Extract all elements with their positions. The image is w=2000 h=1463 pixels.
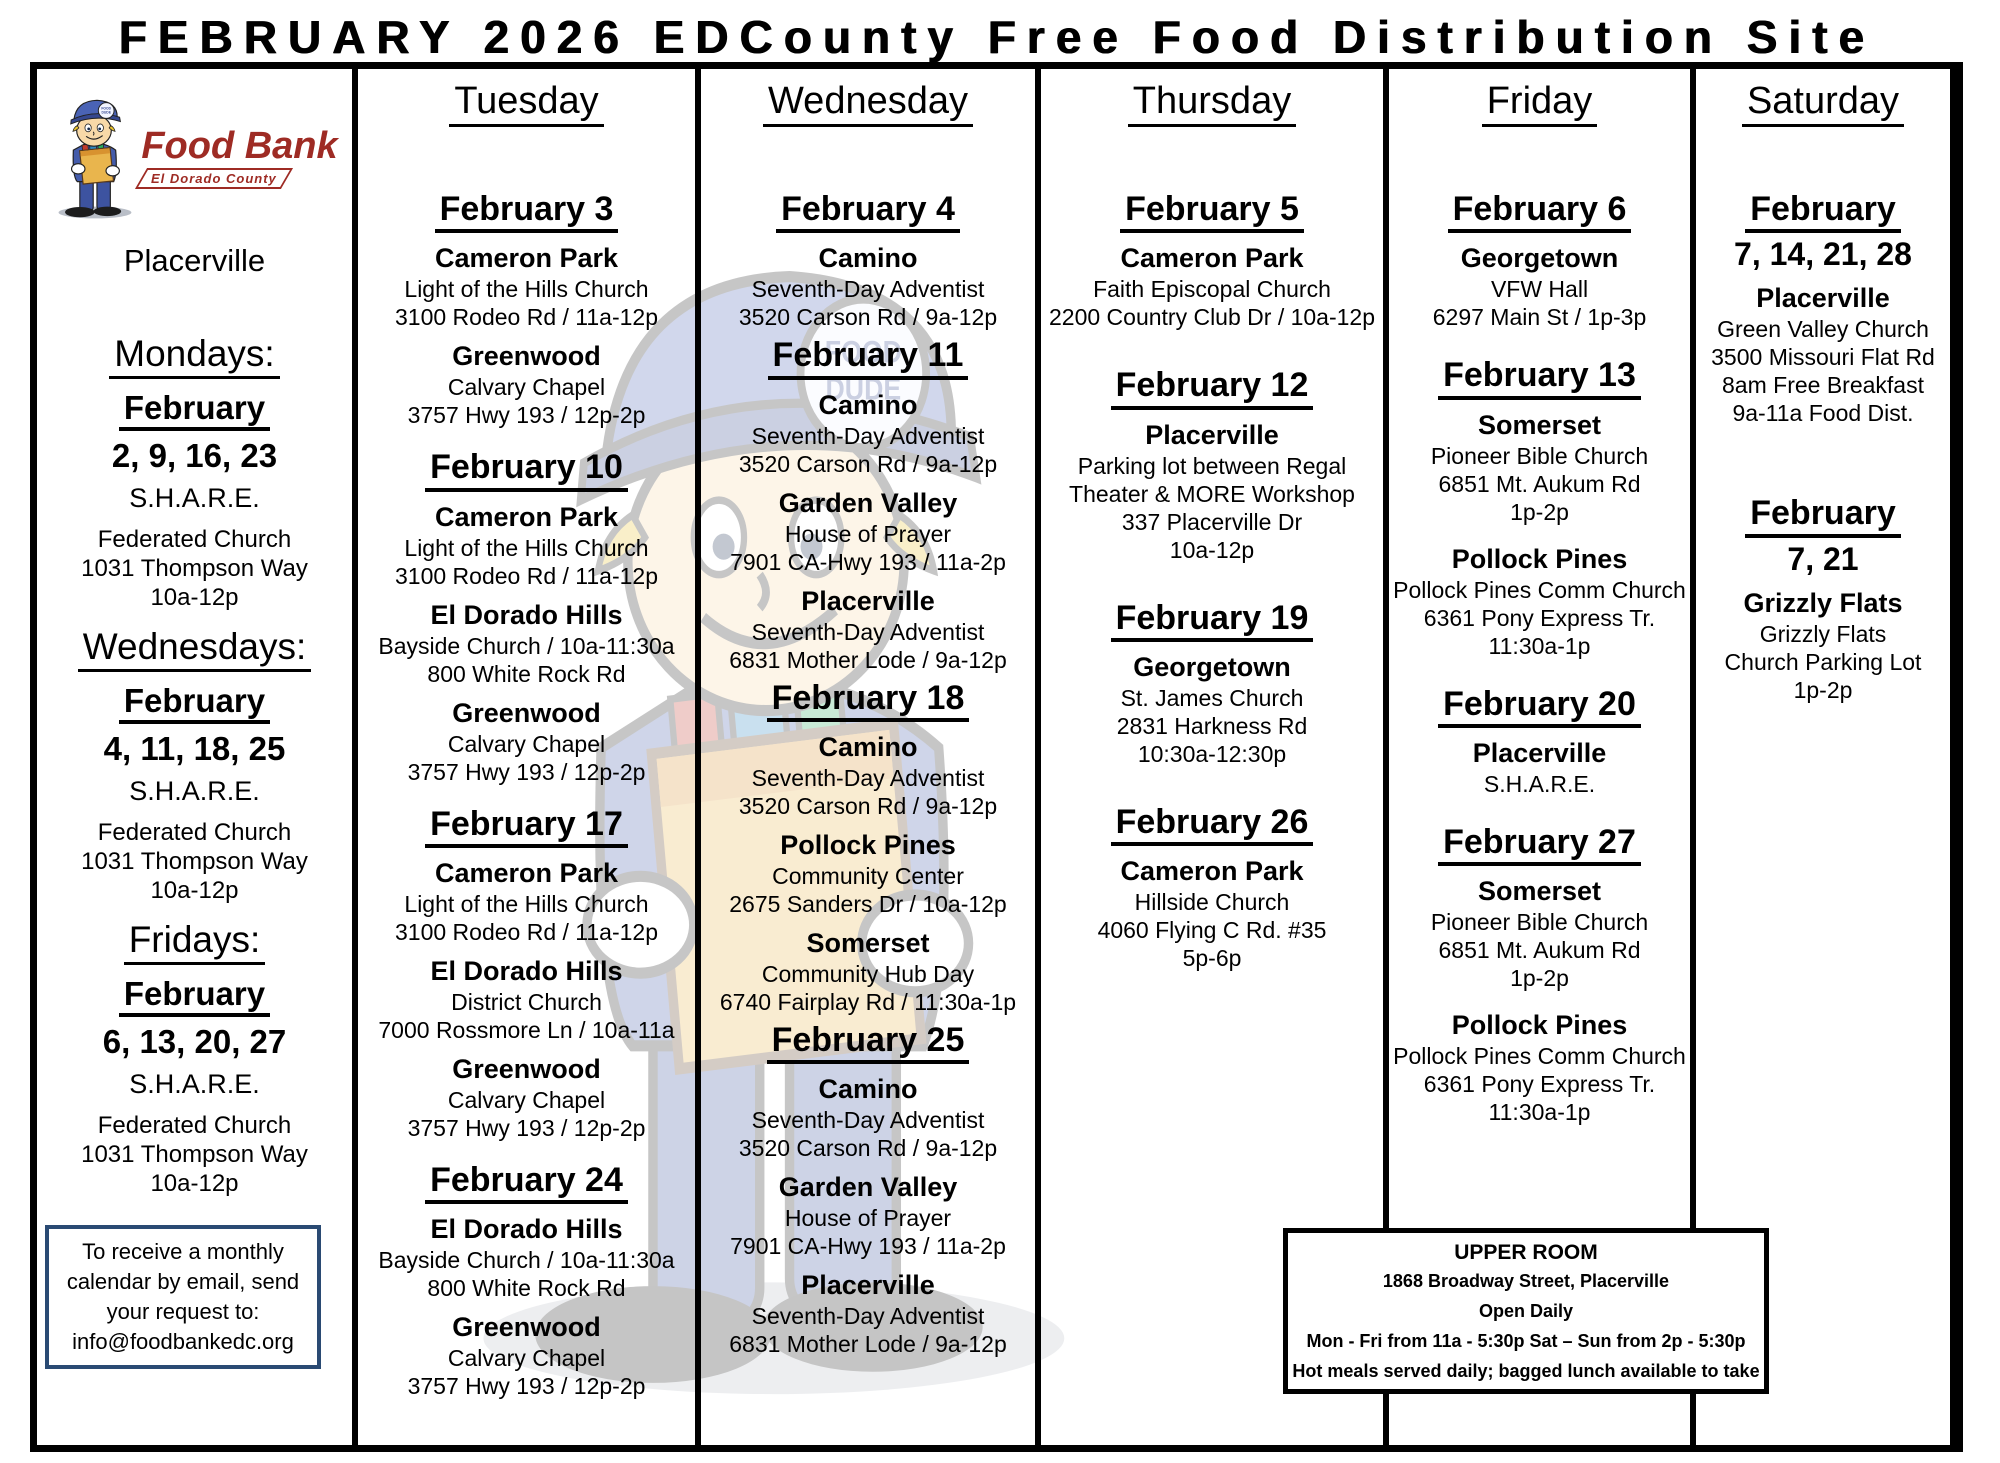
site-detail: 3757 Hwy 193 / 12p-2p xyxy=(407,1114,646,1141)
site-entry xyxy=(1041,854,1383,972)
site-entry xyxy=(358,1212,695,1302)
site-entry xyxy=(1696,586,1950,704)
day-header xyxy=(1696,79,1950,127)
day-column-wednesday xyxy=(701,69,1041,1445)
city-label: Placerville xyxy=(123,243,266,278)
site-entry xyxy=(701,730,1035,820)
site-name: Camino xyxy=(818,389,918,420)
event xyxy=(358,1160,695,1400)
page-title: FEBRUARY 2026 EDCounty Free Food Distribution Site xyxy=(118,11,1875,63)
email-note-line: info@foodbankedc.org xyxy=(72,1329,294,1354)
site-name: Cameron Park xyxy=(434,243,619,274)
event xyxy=(1389,355,1690,659)
site-name: El Dorado Hills xyxy=(430,1214,623,1245)
site-name: Camino xyxy=(818,1074,918,1105)
dates-label: 6, 13, 20, 27 xyxy=(102,1022,287,1060)
email-note-line: calendar by email, send xyxy=(66,1269,300,1294)
dates-label: 2, 9, 16, 23 xyxy=(111,436,278,474)
site-detail: 3100 Rodeo Rd / 11a-12p xyxy=(395,918,658,945)
site-detail: 1031 Thompson Way xyxy=(81,1140,308,1168)
event-date xyxy=(701,678,1035,722)
event-date-text: February 20 xyxy=(1438,686,1641,728)
site-detail: 3100 Rodeo Rd / 11a-12p xyxy=(395,304,658,331)
site-entry xyxy=(701,241,1035,331)
event xyxy=(701,1020,1035,1358)
site-name: Camino xyxy=(818,731,918,762)
site-detail: Seventh-Day Adventist xyxy=(751,618,985,645)
event xyxy=(1696,189,1950,427)
event xyxy=(701,335,1035,673)
site-detail: Calvary Chapel xyxy=(447,1086,606,1113)
event-date xyxy=(701,189,1035,233)
event-date xyxy=(1041,598,1383,642)
upper-room-lines xyxy=(1288,1266,1764,1386)
site-entry xyxy=(1389,408,1690,526)
event-date xyxy=(701,1020,1035,1064)
event-date xyxy=(1389,684,1690,728)
site-name: Cameron Park xyxy=(1120,243,1304,274)
site-name: Greenwood xyxy=(452,697,601,728)
foodbank-logo-text xyxy=(141,126,337,189)
day-header-text: Wednesday xyxy=(763,81,973,127)
event xyxy=(701,678,1035,1016)
site-name: Pollock Pines xyxy=(780,829,956,860)
site-detail: 800 White Rock Rd xyxy=(427,660,626,687)
site-detail: 3757 Hwy 193 / 12p-2p xyxy=(407,1373,646,1400)
site-detail: 6851 Mt. Aukum Rd xyxy=(1438,470,1641,497)
left-schedule-sections xyxy=(37,333,352,1198)
site-detail: 2200 Country Club Dr / 10a-12p xyxy=(1048,304,1376,331)
site-detail: Seventh-Day Adventist xyxy=(751,764,985,791)
event xyxy=(358,189,695,429)
event-date xyxy=(1389,355,1690,399)
event-date-text: February xyxy=(1745,191,1901,233)
weekday-label-text: Mondays: xyxy=(109,334,279,379)
site-detail: 1031 Thompson Way xyxy=(81,554,308,582)
site-detail: Seventh-Day Adventist xyxy=(751,276,985,303)
day-header xyxy=(1389,79,1690,127)
event-date-text: February xyxy=(1745,495,1901,537)
calendar-board xyxy=(30,62,1963,1452)
event-date-text: February 6 xyxy=(1448,191,1632,233)
site-detail: 3520 Carson Rd / 9a-12p xyxy=(738,1135,998,1162)
site-detail: Light of the Hills Church xyxy=(404,534,649,561)
foodbank-subtitle: El Dorado County xyxy=(151,170,278,186)
event-date xyxy=(701,335,1035,379)
day-header xyxy=(358,79,695,127)
event-date-text: February 24 xyxy=(425,1162,628,1204)
site-detail: Hillside Church xyxy=(1134,889,1290,916)
site-detail: 6740 Fairplay Rd / 11:30a-1p xyxy=(719,988,1017,1015)
event-date xyxy=(1041,802,1383,846)
site-detail: 3500 Missouri Flat Rd xyxy=(1711,344,1935,371)
event-date xyxy=(1389,822,1690,866)
site-detail: Seventh-Day Adventist xyxy=(751,1107,985,1134)
foodbank-logo xyxy=(37,93,352,221)
site-entry xyxy=(358,241,695,331)
site-entry xyxy=(1696,281,1950,427)
site-name: Cameron Park xyxy=(434,501,619,532)
site-detail: 11:30a-1p xyxy=(1488,632,1591,659)
site-name: El Dorado Hills xyxy=(430,599,623,630)
site-entry xyxy=(1041,650,1383,768)
site-detail: 10a-12p xyxy=(150,876,239,904)
site-detail: VFW Hall xyxy=(1490,276,1589,303)
month-label xyxy=(37,389,352,431)
site-detail: Theater & MORE Workshop xyxy=(1069,480,1355,507)
upper-room-line: Mon - Fri from 11a - 5:30p Sat – Sun from 2p - 5:30p xyxy=(1306,1331,1746,1351)
site-detail: 7901 CA-Hwy 193 / 11a-2p xyxy=(730,1233,1006,1260)
site-detail: 3520 Carson Rd / 9a-12p xyxy=(738,304,998,331)
site-detail: 1p-2p xyxy=(1510,498,1569,525)
placerville-column xyxy=(37,69,358,1445)
site-detail: St. James Church xyxy=(1120,684,1304,711)
event xyxy=(1389,822,1690,1126)
site-detail: 10a-12p xyxy=(150,1169,239,1197)
site-detail: 1031 Thompson Way xyxy=(81,847,308,875)
day-column-tuesday xyxy=(358,69,701,1445)
event xyxy=(1041,365,1383,563)
event-date-text: February 17 xyxy=(425,806,628,848)
event xyxy=(1041,598,1383,768)
upper-room-line: Hot meals served daily; bagged lunch available to take xyxy=(1292,1361,1760,1381)
site-entry xyxy=(701,828,1035,918)
site-name: Somerset xyxy=(1477,876,1602,907)
site-name: Garden Valley xyxy=(778,487,958,518)
foodbank-brand: Food Bank xyxy=(141,124,338,167)
site-detail: 8am Free Breakfast xyxy=(1722,372,1924,399)
site-entry xyxy=(701,1170,1035,1260)
site-entry xyxy=(358,696,695,786)
site-name: Cameron Park xyxy=(434,857,619,888)
day-header-text: Tuesday xyxy=(449,81,603,127)
site-name: Greenwood xyxy=(452,341,601,372)
site-detail: 5p-6p xyxy=(1182,945,1242,972)
site-detail: Pioneer Bible Church xyxy=(1430,442,1649,469)
site-detail: 10a-12p xyxy=(1169,536,1255,563)
site-detail: Federated Church xyxy=(97,525,292,553)
site-entry xyxy=(701,926,1035,1016)
site-detail: Calvary Chapel xyxy=(447,730,606,757)
event-date-text: February 25 xyxy=(767,1022,970,1064)
site-name: Grizzly Flats xyxy=(1743,587,1903,618)
upper-room-box xyxy=(1283,1228,1769,1394)
site-entry xyxy=(358,954,695,1044)
event-date xyxy=(1041,189,1383,233)
site-name: Greenwood xyxy=(452,1312,601,1343)
site-name: Placerville xyxy=(1145,419,1279,450)
event-date xyxy=(1696,189,1950,233)
site-detail: Calvary Chapel xyxy=(447,374,606,401)
site-entry xyxy=(358,1310,695,1400)
event-date-text: February 10 xyxy=(425,449,628,491)
site-detail: 3520 Carson Rd / 9a-12p xyxy=(738,792,998,819)
site-entry xyxy=(1389,736,1690,798)
event xyxy=(1696,493,1950,703)
upper-room-line: Open Daily xyxy=(1478,1301,1574,1321)
weekday-label xyxy=(37,626,352,672)
schedule-section xyxy=(37,919,352,1198)
event xyxy=(1389,684,1690,798)
site-detail: 7901 CA-Hwy 193 / 11a-2p xyxy=(730,548,1006,575)
event-date xyxy=(1696,493,1950,537)
site-detail: 6831 Mother Lode / 9a-12p xyxy=(729,1331,1007,1358)
site-detail: Bayside Church / 10a-11:30a xyxy=(378,632,675,659)
site-name: Pollock Pines xyxy=(1451,1010,1628,1041)
email-note-line: To receive a monthly xyxy=(82,1239,284,1264)
site-entry xyxy=(701,388,1035,478)
site-entry xyxy=(1041,241,1383,331)
site-detail: 1p-2p xyxy=(1793,676,1853,703)
site-detail: 9a-11a Food Dist. xyxy=(1732,400,1914,427)
site-name: Greenwood xyxy=(452,1053,601,1084)
site-detail: 1p-2p xyxy=(1510,965,1569,992)
site-detail: 10:30a-12:30p xyxy=(1137,740,1287,767)
site-detail: 6297 Main St / 1p-3p xyxy=(1432,304,1647,331)
site-detail: Seventh-Day Adventist xyxy=(751,422,985,449)
day-header-text: Thursday xyxy=(1128,81,1296,127)
schedule-section xyxy=(37,333,352,612)
event-date xyxy=(1389,189,1690,233)
event-date-text: February 5 xyxy=(1120,191,1304,233)
site-detail: 6361 Pony Express Tr. xyxy=(1423,604,1656,631)
site-detail: 11:30a-1p xyxy=(1488,1099,1591,1126)
program-label: S.H.A.R.E. xyxy=(129,775,260,806)
site-detail: 3520 Carson Rd / 9a-12p xyxy=(738,450,998,477)
site-name: Placerville xyxy=(801,1270,935,1301)
day-header-text: Friday xyxy=(1482,81,1598,127)
site-detail: 7000 Rossmore Ln / 10a-11a xyxy=(378,1016,675,1043)
site-detail: 3757 Hwy 193 / 12p-2p xyxy=(407,402,646,429)
site-name: Placerville xyxy=(1472,737,1607,768)
month-label xyxy=(37,682,352,724)
site-detail: Pollock Pines Comm Church xyxy=(1393,576,1686,603)
site-detail: Community Center xyxy=(772,862,964,889)
site-detail: 800 White Rock Rd xyxy=(427,1275,626,1302)
weekday-label xyxy=(37,919,352,965)
upper-room-title: UPPER ROOM xyxy=(1454,1241,1598,1264)
site-detail: Green Valley Church xyxy=(1717,316,1929,343)
site-detail: Church Parking Lot xyxy=(1724,648,1922,675)
site-entry xyxy=(1389,874,1690,992)
site-detail: 2831 Harkness Rd xyxy=(1116,712,1308,739)
site-detail: Federated Church xyxy=(97,1111,292,1139)
event-dates: 7, 14, 21, 28 xyxy=(1734,236,1912,273)
site-name: Camino xyxy=(818,243,918,274)
event-date-text: February 26 xyxy=(1111,804,1314,846)
month-label-text: February xyxy=(119,976,270,1017)
site-name: Cameron Park xyxy=(1120,856,1304,887)
upper-room-line: 1868 Broadway Street, Placerville xyxy=(1382,1271,1670,1291)
event xyxy=(1041,802,1383,972)
site-name: El Dorado Hills xyxy=(430,955,623,986)
site-entry xyxy=(701,486,1035,576)
site-detail: 6851 Mt. Aukum Rd xyxy=(1438,937,1641,964)
event-dates: 7, 21 xyxy=(1787,540,1859,577)
site-entry xyxy=(358,339,695,429)
site-entry xyxy=(1389,1008,1690,1126)
site-entry xyxy=(358,856,695,946)
site-detail: 6831 Mother Lode / 9a-12p xyxy=(729,646,1007,673)
site-detail: Light of the Hills Church xyxy=(404,276,649,303)
event-date-text: February 19 xyxy=(1111,600,1314,642)
foodbank-mascot-icon xyxy=(51,94,137,220)
event-date xyxy=(358,189,695,233)
event xyxy=(701,189,1035,331)
site-detail: House of Prayer xyxy=(784,520,952,547)
site-detail: Calvary Chapel xyxy=(447,1345,606,1372)
event xyxy=(1389,189,1690,331)
event-date-text: February 18 xyxy=(767,680,970,722)
schedule-section xyxy=(37,626,352,905)
event xyxy=(358,447,695,785)
day-header xyxy=(1041,79,1383,127)
site-entry xyxy=(1041,418,1383,564)
site-detail: 10a-12p xyxy=(150,583,239,611)
site-entry xyxy=(1389,542,1690,660)
event-date-text: February 12 xyxy=(1111,367,1314,409)
weekday-label-text: Wednesdays: xyxy=(78,627,312,672)
site-detail: Faith Episcopal Church xyxy=(1093,276,1331,303)
site-detail: 3757 Hwy 193 / 12p-2p xyxy=(407,758,646,785)
site-detail: S.H.A.R.E. xyxy=(1483,770,1596,797)
event-date-text: February 13 xyxy=(1438,357,1641,399)
site-detail: 3100 Rodeo Rd / 11a-12p xyxy=(395,562,658,589)
site-entry xyxy=(358,500,695,590)
site-detail: Grizzly Flats xyxy=(1759,620,1887,647)
site-detail: House of Prayer xyxy=(784,1205,952,1232)
site-detail: 4060 Flying C Rd. #35 xyxy=(1097,917,1327,944)
site-detail: District Church xyxy=(451,988,602,1015)
site-entry xyxy=(358,598,695,688)
event-date-text: February 27 xyxy=(1438,824,1641,866)
site-detail: 6361 Pony Express Tr. xyxy=(1423,1071,1656,1098)
site-detail: Community Hub Day xyxy=(761,960,975,987)
day-header-text: Saturday xyxy=(1742,81,1904,127)
site-name: Somerset xyxy=(806,927,930,958)
site-detail: Light of the Hills Church xyxy=(404,890,649,917)
event xyxy=(358,804,695,1142)
email-note-box xyxy=(45,1225,321,1369)
site-detail: Pioneer Bible Church xyxy=(1430,909,1649,936)
event xyxy=(1041,189,1383,331)
event-date-text: February 4 xyxy=(776,191,960,233)
site-name: Georgetown xyxy=(1460,243,1619,274)
site-detail: Seventh-Day Adventist xyxy=(751,1303,985,1330)
month-label-text: February xyxy=(119,390,270,431)
program-label: S.H.A.R.E. xyxy=(129,1068,260,1099)
event-date xyxy=(358,804,695,848)
weekday-label-text: Fridays: xyxy=(124,920,266,965)
site-detail: Pollock Pines Comm Church xyxy=(1393,1043,1686,1070)
month-label xyxy=(37,975,352,1017)
site-entry xyxy=(701,584,1035,674)
site-entry xyxy=(701,1072,1035,1162)
event-date-text: February 11 xyxy=(768,337,969,379)
dates-label: 4, 11, 18, 25 xyxy=(103,729,286,767)
site-name: Garden Valley xyxy=(778,1172,958,1203)
month-label-text: February xyxy=(119,683,270,724)
site-detail: Federated Church xyxy=(97,818,292,846)
event-date xyxy=(1041,365,1383,409)
site-name: Placerville xyxy=(1756,283,1890,314)
site-detail: 2675 Sanders Dr / 10a-12p xyxy=(729,890,1007,917)
site-name: Placerville xyxy=(801,585,935,616)
site-entry xyxy=(358,1052,695,1142)
site-detail: Bayside Church / 10a-11:30a xyxy=(378,1247,675,1274)
site-entry xyxy=(1389,241,1690,331)
site-name: Georgetown xyxy=(1133,651,1291,682)
site-detail: 337 Placerville Dr xyxy=(1121,508,1303,535)
event-date-text: February 3 xyxy=(435,191,619,233)
event-date xyxy=(358,1160,695,1204)
day-header xyxy=(701,79,1035,127)
site-name: Pollock Pines xyxy=(1451,543,1628,574)
site-name: Somerset xyxy=(1477,409,1602,440)
email-note-line: your request to: xyxy=(106,1299,260,1324)
program-label: S.H.A.R.E. xyxy=(129,482,260,513)
weekday-label xyxy=(37,333,352,379)
foodbank-logo-bar xyxy=(135,168,293,189)
site-entry xyxy=(701,1268,1035,1358)
event-date xyxy=(358,447,695,491)
site-detail: Parking lot between Regal xyxy=(1077,452,1347,479)
